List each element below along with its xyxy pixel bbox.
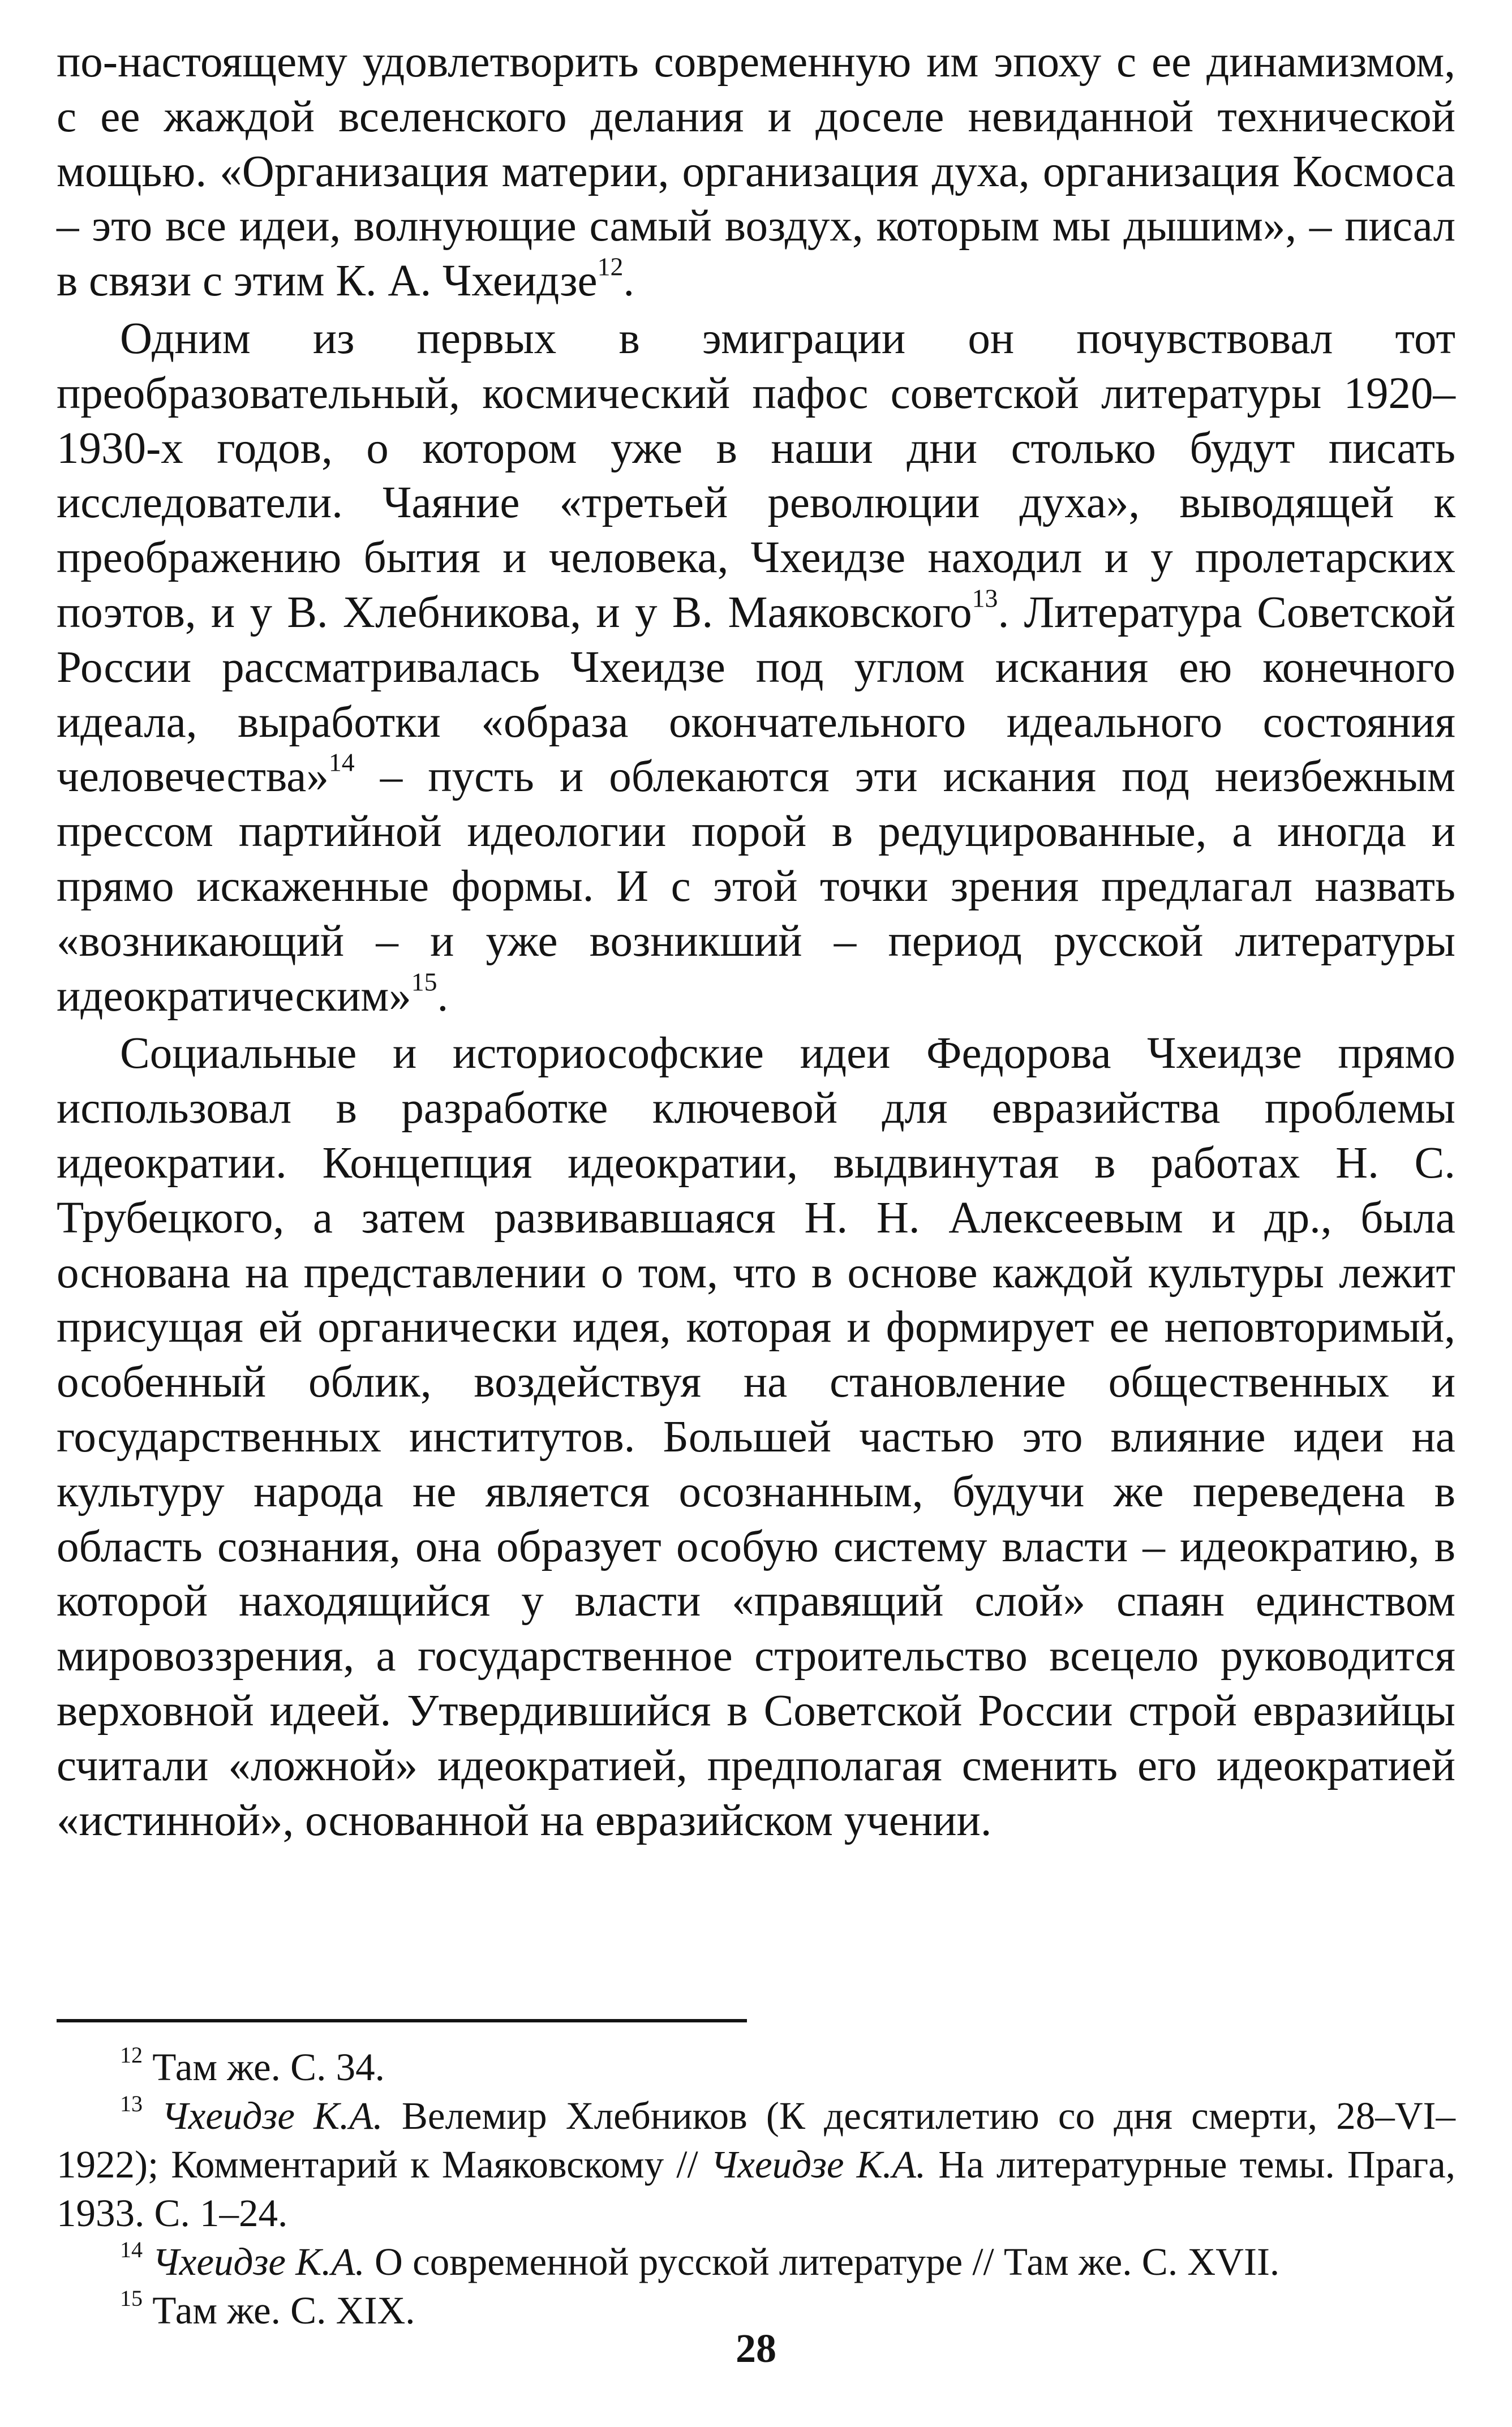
page-number: 28 — [736, 2326, 776, 2371]
text-run: . — [437, 971, 449, 1021]
author-name: Чхеидзе К.А. — [710, 2143, 926, 2186]
footnote-13 — [57, 2091, 1455, 2237]
text-run: На литературные темы. Прага, 1933. С. 1–24. — [57, 2143, 1455, 2235]
text-run: . — [623, 256, 635, 306]
text-run: . Литература Советской России рассматривалась Чхеидзе под углом искания ею конечного идеала, выработки «образа окончательного идеального состояния человечества» — [57, 587, 1456, 802]
text-run — [143, 2094, 161, 2137]
text-run: Социальные и историософские идеи Федорова Чхеидзе прямо использовал в разработке ключевой для евразийства проблемы идеократии. Концепция идеократии, выдвинутая в работах Н. С. Трубецкого, а затем развивавшаяся Н. Н. Алексеевым и др., была основана на представлении о том, что в основе каждой культуры лежит присущая ей органически идея, которая и формирует ее неповторимый, особенный облик, воздействуя на становление общественных и государственных институтов. Большей частью это влияние идеи на культуру народа не является осознанным, будучи же переведена в область сознания, она образует особую систему власти – идеократию, в которой находящийся у власти «правящий слой» спаян единством мировоззрения, а государственное строительство всецело руководится верховной идеей. Утвердившийся в Советской России строй евразийцы считали «ложной» идеократией, предполагая сменить его идеократией «истинной», основанной на евразийском учении. — [57, 1029, 1455, 1845]
author-name: Чхеидзе К.А. — [161, 2094, 383, 2137]
paragraph-2 — [57, 312, 1455, 1024]
footnote-reference: 13 — [120, 2090, 143, 2116]
text-run: Там же. С. XIX. — [143, 2289, 415, 2332]
main-text — [57, 35, 1455, 1848]
footnotes — [57, 2043, 1455, 2335]
text-run: Велемир Хлебников (К десятилетию со дня смерти, 28–VI–1922); Комментарий к Маяковскому // — [57, 2094, 1456, 2186]
footnote-reference: 15 — [120, 2285, 143, 2311]
footnote-reference: 13 — [972, 583, 998, 613]
footnote-14 — [57, 2237, 1455, 2286]
footnote-reference: 12 — [120, 2042, 143, 2068]
footnote-reference: 15 — [411, 966, 437, 996]
text-run — [143, 2240, 152, 2283]
text-run: по-настоящему удовлетворить современную им эпоху с ее динамизмом, с ее жаждой вселенского делания и доселе невиданной технической мощью. «Организация материи, организация духа, организация Космоса – это все идеи, волнующие самый воздух, которым мы дышим», – писал в связи с этим К. А. Чхеидзе — [57, 37, 1455, 306]
author-name: Чхеидзе К.А. — [152, 2240, 365, 2283]
footnote-reference: 14 — [328, 748, 355, 777]
paragraph-3 — [57, 1026, 1455, 1848]
text-run: – пусть и облекаются эти искания под неизбежным прессом партийной идеологии порой в редуцированные, а иногда и прямо искаженные формы. И с этой точки зрения предлагал назвать «возникающий – и уже возникший – период русской литературы идеократическим» — [57, 752, 1455, 1021]
text-run: Там же. С. 34. — [143, 2046, 385, 2089]
text-run: О современной русской литературе // Там же. С. XVII. — [364, 2240, 1280, 2283]
footnote-reference: 12 — [597, 252, 624, 281]
footnote-reference: 14 — [120, 2236, 143, 2262]
footnote-12 — [57, 2043, 1455, 2091]
footnote-separator — [57, 2019, 747, 2022]
text-run: Одним из первых в эмиграции он почувствовал тот преобразовательный, космический пафос советской литературы 1920–1930-х годов, о котором уже в наши дни столько будут писать исследователи. Чаяние «третьей революции духа», выводящей к преображению бытия и человека, Чхеидзе находил и у пролетарских поэтов, и у В. Хлебникова, и у В. Маяковского — [57, 313, 1455, 637]
paragraph-1 — [57, 35, 1455, 309]
